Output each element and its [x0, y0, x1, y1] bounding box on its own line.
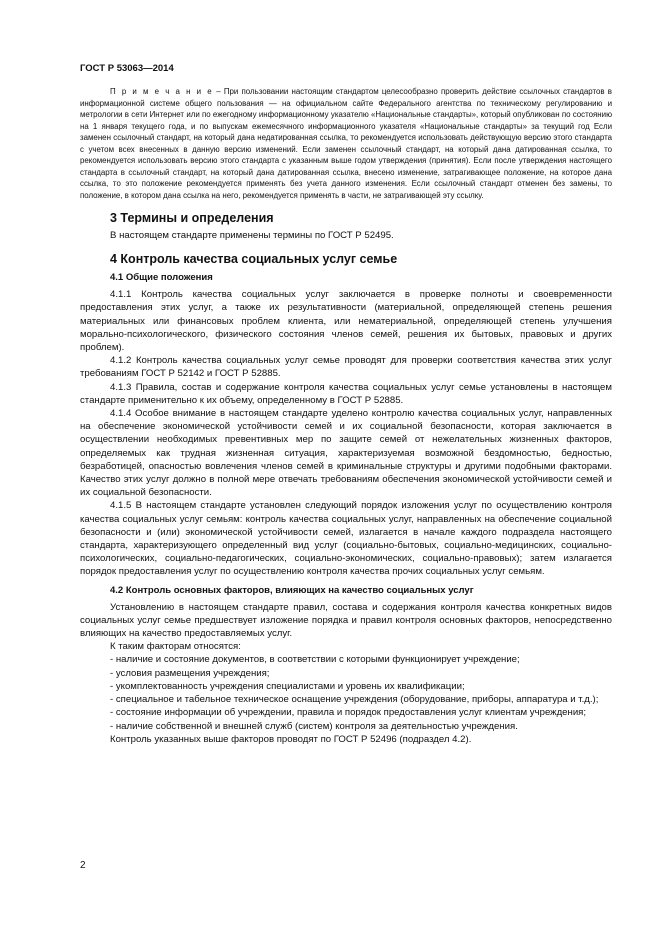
- subsection-4-1-heading: 4.1 Общие положения: [110, 272, 213, 284]
- paragraph-4-1-3: 4.1.3 Правила, состав и содержание контроля качества социальных услуг семье установлены в настоящем стандарте применительно к их объему, определенному в ГОСТ Р 52885.: [80, 381, 612, 406]
- section-3-heading: 3 Термины и определения: [110, 211, 274, 225]
- paragraph-4-1-1: 4.1.1 Контроль качества социальных услуг заключается в проверке полноты и своевременности предоставления этих услуг, а также их результативности (материальной, определяющей степень решения материальных или финансовых проблем клиента, или нематериальной, определяющей степень улучшения морально-психологического, физического состояния членов семей, решения их бытовых, правовых и других проблем).: [80, 289, 612, 354]
- paragraph-4-2-intro: Установлению в настоящем стандарте правил, состава и содержания контроля качества конкретных видов социальных услуг семье предшествует изложение порядка и правил контроля основных факторов, непосредственно влияющих на качество предоставляемых услуг.: [80, 601, 612, 640]
- paragraph-4-1-2: 4.1.2 Контроль качества социальных услуг семье проводят для проверки соответствия качества этих услуг требованиям ГОСТ Р 52142 и ГОСТ Р 52885.: [80, 355, 612, 380]
- factor-item: - условия размещения учреждения;: [110, 667, 270, 679]
- note-label: П р и м е ч а н и е: [110, 87, 214, 96]
- page-content: [80, 86, 612, 746]
- factor-item: - наличие собственной и внешней служб (систем) контроля за деятельностью учреждения.: [110, 720, 518, 732]
- paragraph-4-2-final: Контроль указанных выше факторов проводят по ГОСТ Р 52496 (подраздел 4.2).: [110, 733, 472, 745]
- factor-item: - состояние информации об учреждении, правила и порядок предоставления услуг клиентам учреждения;: [110, 707, 587, 719]
- factor-item: - укомплектованность учреждения специалистами и уровень их квалификации;: [110, 680, 465, 692]
- reference-note: [80, 86, 612, 201]
- paragraph-4-1-4: 4.1.4 Особое внимание в настоящем стандарте уделено контролю качества социальных услуг, направленных на обеспечение экономической устойчивости семей и их социальной безопасности, которая заключается в осуществлении необходимых превентивных мер по защите семей от нежелательных жизненных факторов, определяемых как трудная жизненная ситуация, характеризуемая возможной бездомностью, бедностью, безработицей, опасностью вовлечения членов семей в криминальные структуры и другими подобными факторами. Качество этих услуг должно в полной мере отвечать требованиям обеспечения экономической устойчивости семей и их социальной безопасности.: [80, 408, 612, 499]
- page-number: 2: [80, 860, 86, 871]
- factor-item: - наличие и состояние документов, в соответствии с которыми функционирует учреждение;: [110, 654, 520, 666]
- paragraph-4-1-5: 4.1.5 В настоящем стандарте установлен следующий порядок изложения услуг по осуществлению контроля качества социальных услуг семьям: контроль качества социальных услуг, направленных на обеспечение социальной безопасности и (или) экономической устойчивости семей, излагается в начале каждого подраздела настоящего стандарта, характеризующего определенный вид услуг (социально-бытовых, социально-медицинских, социально-психологических, социально-педагогических, социально-экономических, социально-правовых); затем излагается порядок предоставления услуг по осуществлению контроля качества прочих социальных услуг семьям.: [80, 500, 612, 578]
- section-4-heading: 4 Контроль качества социальных услуг семье: [110, 252, 398, 267]
- section-3-text: В настоящем стандарте применены термины по ГОСТ Р 52495.: [110, 230, 394, 241]
- subsection-4-2-heading: 4.2 Контроль основных факторов, влияющих на качество социальных услуг: [110, 584, 474, 596]
- document-header: ГОСТ Р 53063—2014: [80, 63, 174, 74]
- paragraph-4-2-lead: К таким факторам относятся:: [110, 641, 241, 653]
- note-text: – При пользовании настоящим стандартом целесообразно проверить действие ссылочных стандартов в информационной системе общего пользования — на официальном сайте Федерального агентства по техническому регулированию и метрологии в сети Интернет или по ежегодному информационному указателю «Национальные стандарты», который опубликован по состоянию на 1 января текущего года, и по выпускам ежемесячного информационного указателя «Национальные стандарты» за текущий год Если заменен ссылочный стандарт, на который дана недатированная ссылка, то рекомендуется использовать действующую версию этого стандарта с учетом всех внесенных в данную версию изменений. Если заменен ссылочный стандарт, на который дана датированная ссылка, то рекомендуется использовать версию этого стандарта с указанным выше годом утверждения (принятия). Если после утверждения настоящего стандарта в ссылочный стандарт, на который дана датированная ссылка, внесено изменение, затрагивающее положение, на которое дана ссылка, то это положение рекомендуется применять без учета данного изменения. Если ссылочный стандарт отменен без замены, то положение, в котором дана ссылка на него, рекомендуется применять в части, не затрагивающей эту ссылку.: [80, 87, 612, 200]
- factor-item: - специальное и табельное техническое оснащение учреждения (оборудование, приборы, аппаратура и т.д.);: [110, 694, 599, 706]
